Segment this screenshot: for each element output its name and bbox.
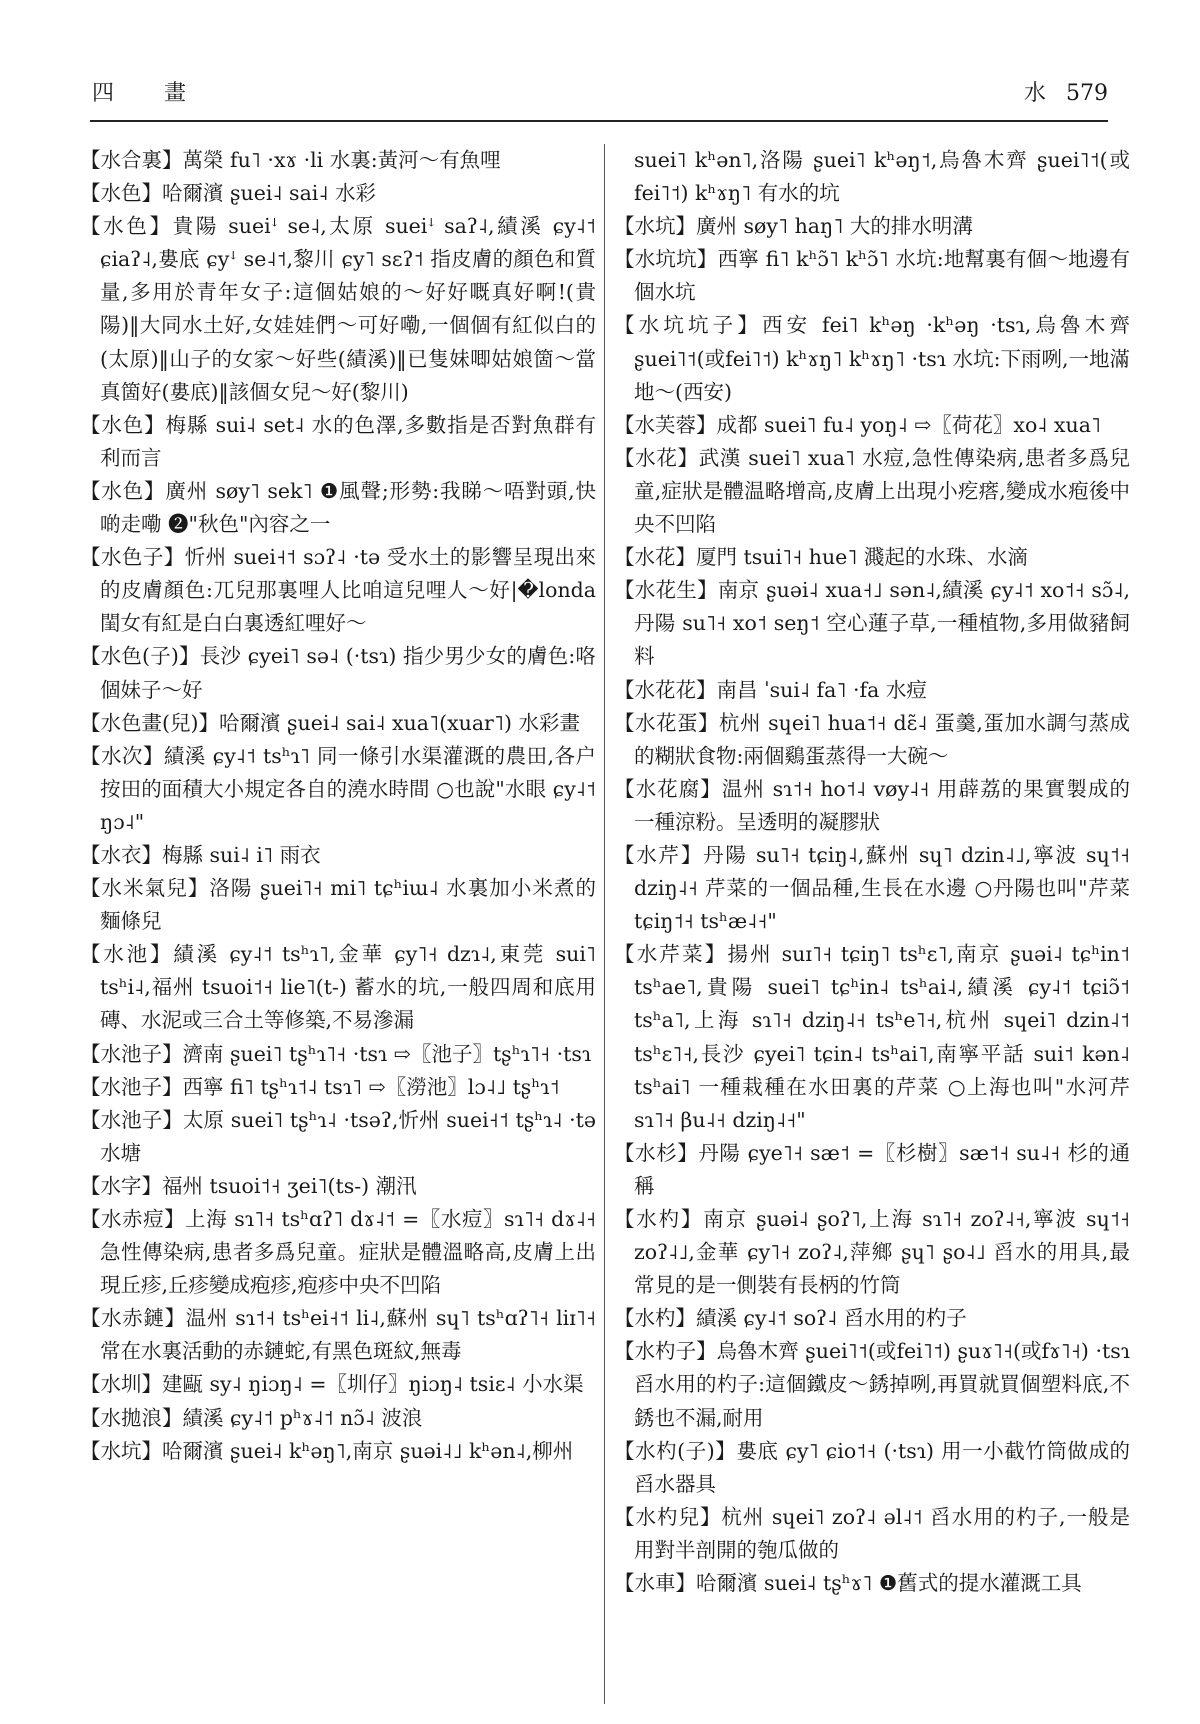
dictionary-entry: 【水次】績溪 ɕy˨˦ tsʰɿ˥ 同一條引水渠灌溉的農田,各户按田的面積大小規定各自的澆水時間 ○也說"水眼 ɕy˨˦ ŋɔ˨" [80,743,603,834]
dictionary-entry: 【水池子】太原 suei˥ tʂʰɿ˨ ·tsəʔ,忻州 suei˧˦ tʂʰɿ˨ ·tə 水塘 [80,1107,603,1165]
header-rule [90,120,1108,122]
dictionary-entry: 【水坑】廣州 søy˥ haŋ˥ 大的排水明溝 [614,214,973,239]
dictionary-entry: 【水車】哈爾濱 suei˨ tʂʰɤ˥ ❶舊式的提水灌溉工具 [614,1571,1082,1596]
dictionary-entry: 【水花腐】温州 sɿ˦˧ ho˦˨ vøy˨˧ 用薜荔的果實製成的一種涼粉。呈透明的凝膠狀 [614,776,1130,834]
dictionary-entry: 【水色】哈爾濱 ʂuei˨ sai˨ 水彩 [80,181,376,206]
dictionary-entry: 【水坑坑】西寧 fi˥ kʰɔ̃˥ kʰɔ̃˥ 水坑:地幫裏有個～地邊有個水坑 [614,247,1130,305]
dictionary-entry: 【水花】武漢 suei˥ xua˥ 水痘,急性傳染病,患者多爲兒童,症狀是體温略增高,皮膚上出現小疙瘩,變成水疱後中央不凹陷 [614,445,1130,537]
dictionary-entry: 【水杓】績溪 ɕy˨˦ soʔ˨ 舀水用的杓子 [614,1306,967,1331]
page-header-right [1004,76,1108,107]
dictionary-entry: 【水色子】忻州 suei˧˦ sɔʔ˨ ·tə 受水土的影響呈現出來的皮膚顏色:兀兒那裏哩人比咱這兒哩人～好|�londa閨女有紅是白白裏透紅哩好～ [80,545,596,636]
dictionary-entry: 【水坑坑子】西安 fei˥ kʰəŋ ·kʰəŋ ·tsɿ,烏魯木齊 ʂuei˥˦(或fei˥˦) kʰɤŋ˥ kʰɤŋ˥ ·tsɿ 水坑:下雨咧,一地滿地～(西安) [614,313,1137,404]
dictionary-entry: 【水杉】丹陽 ɕye˥˧ sæ˦ =〖杉樹〗sæ˦˧ su˨˧ 杉的通稱 [614,1140,1130,1198]
dictionary-entry: 【水合裏】萬榮 fu˥ ·xɤ ·li 水裏:黃河～有魚哩 [80,148,501,172]
dictionary-entry: 【水色(子)】長沙 ɕyei˥ sə˨ (·tsɿ) 指少男少女的膚色:咯個妹子～好 [80,644,596,702]
dictionary-entry: 【水坑】哈爾濱 ʂuei˨ kʰəŋ˥,南京 ʂuəi˨˩ kʰən˨,柳州 [80,1438,574,1463]
dictionary-entry: 【水花蛋】杭州 sɥei˥ hua˦˧ dɛ̃˨ 蛋羹,蛋加水調勻蒸成的糊狀食物:兩個鷄蛋蒸得一大碗～ [614,710,1130,768]
dictionary-entry: 【水拋浪】績溪 ɕy˨˦ pʰɤ˨˦ nɔ̃˨ 波浪 [80,1405,423,1430]
page-number: 579 [1066,81,1108,106]
dictionary-entry: 【水池子】濟南 ʂuei˥ tʂʰɿ˥˧ ·tsɿ ⇨〖池子〗tʂʰɿ˥˧ ·tsɿ [80,1041,592,1066]
dictionary-entry: 【水花】厦門 tsui˥˧ hue˥ 濺起的水珠、水滴 [614,545,1028,570]
dictionary-entry: 【水池】績溪 ɕy˨˦ tsʰɿ˥,金華 ɕy˥˧ dzɿ˨,東莞 sui˥ tsʰi˨,福州 tsuoi˦˧ lie˥(t-) 蓄水的坑,一般四周和底用磚、水泥或三合土等修築,不易滲漏 [80,942,603,1033]
dictionary-entry: 【水芹菜】揚州 suɪ˥˧ tɕiŋ˥ tsʰɛ˥,南京 ʂuəi˨ tɕʰin˦ tsʰae˥,貴陽 suei˥ tɕʰin˨ tsʰai˨,績溪 ɕy˨˦ tɕiɔ̃˦ tsʰa˥,上海 sɿ˥˧ dziŋ˨˧ tsʰe˥˧,杭州 sɥei˥ dzin˨˦ tsʰɛ˥˧,長沙 ɕyei˥ tɕin˨ tsʰai˥,南寧平話 sui˦ kən˨ tsʰai˥ 一種栽種在水田裏的芹菜 ○上海也叫"水河芹 sɿ˥˧ βu˨˧ dziŋ˨˧" [614,942,1137,1132]
section-heading: 四 畫 [92,81,201,106]
dictionary-entry: 【水赤鏈】温州 sɿ˦˧ tsʰei˧˦ li˨,蘇州 sɥ˥ tsʰɑʔ˥˧ liɪ˥˧ 常在水裏活動的赤鏈蛇,有黑色斑紋,無毒 [80,1306,603,1364]
dictionary-entry: 【水杓子】烏魯木齊 ʂuei˥˦(或fei˥˦) ʂuɤ˥˧(或fɤ˥˧) ·tsɿ 舀水用的杓子:這個鐵皮～銹掉咧,再買就買個塑料底,不銹也不漏,耐用 [614,1339,1137,1430]
dictionary-entry: 【水花生】南京 ʂuəi˨ xua˧˩ sən˨,績溪 ɕy˨˦ xo˦˧ sɔ̃˨,丹陽 su˥˧ xo˦ seŋ˦ 空心蓮子草,一種植物,多用做豬飼料 [614,578,1130,669]
dictionary-entry: 【水杓】南京 ʂuəi˨ ʂoʔ˥,上海 sɿ˥˧ zoʔ˨˧,寧波 sɥ˦˧ zoʔ˨˩,金華 ɕy˥˧ zoʔ˨,萍鄉 ʂɥ˥ ʂo˨˩ 舀水的用具,最常見的是一側裝有長柄的竹筒 [614,1207,1137,1298]
dictionary-entry: 【水圳】建甌 sy˨ ŋiɔŋ˨ =〖圳仔〗ŋiɔŋ˨ tsiɛ˨ 小水渠 [80,1372,584,1397]
right-column [614,144,1137,1704]
dictionary-entry: 【水米氣兒】洛陽 ʂuei˥˧ mi˥ tɕʰiɯ˨ 水裏加小米煮的麵條兒 [80,876,596,934]
dictionary-entry: 【水色畫(兒)】哈爾濱 ʂuei˨ sai˨ xua˥(xuar˥) 水彩畫 [80,710,580,735]
dictionary-entry: 【水色】廣州 søy˥ sek˥ ❶風聲;形勢:我睇～唔對頭,快啲走嘞 ❷"秋色"內容之一 [80,478,596,537]
dictionary-entry: 【水字】福州 tsuoi˦˧ ʒei˥(ts-) 潮汛 [80,1173,417,1198]
dictionary-entry: 【水芙蓉】成都 suei˥ fu˨ yoŋ˨ ⇨〖荷花〗xo˨ xua˥ [614,412,1102,437]
dictionary-entry: 【水花花】南昌 ˈsui˨ fa˥ ·fa 水痘 [614,677,927,702]
left-column [80,144,603,1704]
dictionary-entry: 【水衣】梅縣 sui˨ i˥ 雨衣 [80,842,321,867]
dictionary-entry: 【水色】梅縣 sui˨ set˨ 水的色澤,多數指是否對魚群有利而言 [80,412,596,470]
dictionary-entry: 【水杓(子)】婁底 ɕy˥ ɕio˦˧ (·tsɿ) 用一小截竹筒做成的舀水器具 [614,1438,1130,1496]
column-divider [604,144,605,1704]
dictionary-entry: 【水芹】丹陽 su˥˧ tɕiŋ˨,蘇州 sɥ˥ dzin˨˩,寧波 sɥ˦˧ dziŋ˨˧ 芹菜的一個品種,生長在水邊 ○丹陽也叫"芹菜 tɕiŋ˦˧ tsʰæ˨˧" [614,842,1137,934]
dictionary-entry: 【水杓兒】杭州 sɥei˥ zoʔ˨ əl˨˦ 舀水用的杓子,一般是用對半剖開的匏瓜做的 [614,1504,1130,1562]
dictionary-entry: 【水池子】西寧 fi˥ tʂʰɿ˦˨ tsɿ˥ ⇨〖澇池〗lɔ˨˩ tʂʰɿ˦ [80,1074,560,1099]
dictionary-entry: 【水色】貴陽 sueiꜜ se˨,太原 sueiꜜ saʔ˨,績溪 ɕy˨˦ ɕiaʔ˨,婁底 ɕyꜜ se˨˦,黎川 ɕy˥ sɛʔ˦ 指皮膚的顏色和質量,多用於青年女子:這個姑娘的～好好嘅真好啊!(貴陽)‖大同水土好,女娃娃們～可好嘞,一個個有紅似白的(太原)‖山子的女家～好些(績溪)‖已隻妹唧姑娘箇～當真箇好(婁底)‖該個女兒～好(黎川) [80,214,603,404]
header-character: 水 [1023,81,1046,106]
dictionary-entry: suei˥ kʰən˥,洛陽 ʂuei˥ kʰəŋ˦,烏魯木齊 ʂuei˥˦(或fei˥˦) kʰɤŋ˥ 有水的坑 [634,148,1130,206]
dictionary-entry: 【水赤痘】上海 sɿ˥˧ tsʰɑʔ˥ dɤ˨˦ =〖水痘〗sɿ˥˧ dɤ˨˧ 急性傳染病,患者多爲兒童。症狀是體溫略高,皮膚上出現丘疹,丘疹變成疱疹,疱疹中央不凹陷 [80,1207,603,1298]
